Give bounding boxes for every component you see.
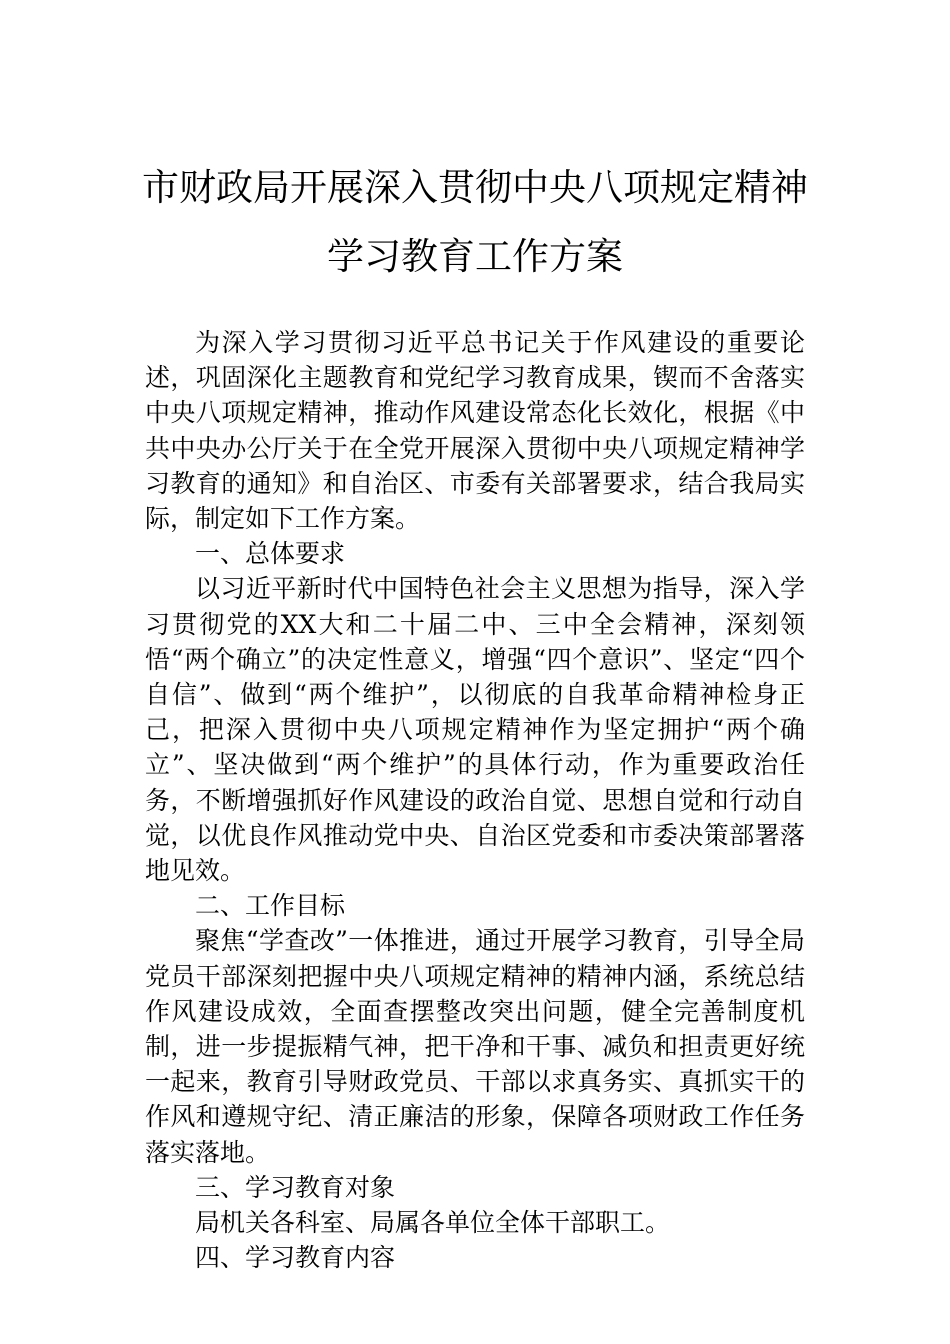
section-heading-3: 三、学习教育对象 <box>195 1172 396 1202</box>
section-heading-2: 二、工作目标 <box>195 891 346 921</box>
document-body <box>145 325 805 1275</box>
document-title-line-2: 学习教育工作方案 <box>327 235 623 278</box>
paragraph-general-requirements: 以习近平新时代中国特色社会主义思想为指导，深入学习贯彻党的XX大和二十届二中、三中全会精神，深刻领悟“两个确立”的决定性意义，增强“四个意识”、坚定“四个自信”、做到“两个维护”，以彻底的自我革命精神检身正己，把深入贯彻中央八项规定精神作为坚定拥护“两个确立”、坚决做到“两个维护”的具体行动，作为重要政治任务，不断增强抓好作风建设的政治自觉、思想自觉和行动自觉，以优良作风推动党中央、自治区党委和市委决策部署落地见效。 <box>145 574 805 886</box>
section-heading-4: 四、学习教育内容 <box>195 1243 396 1273</box>
paragraph-intro: 为深入学习贯彻习近平总书记关于作风建设的重要论述，巩固深化主题教育和党纪学习教育成果，锲而不舍落实中央八项规定精神，推动作风建设常态化长效化，根据《中共中央办公厅关于在全党开展深入贯彻中央八项规定精神学习教育的通知》和自治区、市委有关部署要求，结合我局实际，制定如下工作方案。 <box>145 328 805 534</box>
section-heading-1: 一、总体要求 <box>195 539 346 569</box>
document-title-line-1: 市财政局开展深入贯彻中央八项规定精神 <box>142 166 808 209</box>
paragraph-education-targets: 局机关各科室、局属各单位全体干部职工。 <box>195 1208 671 1238</box>
paragraph-work-goals: 聚焦“学查改”一体推进，通过开展学习教育，引导全局党员干部深刻把握中央八项规定精神的精神内涵，系统总结作风建设成效，全面查摆整改突出问题，健全完善制度机制，进一步提振精气神，把干净和干事、减负和担责更好统一起来，教育引导财政党员、干部以求真务实、真抓实干的作风和遵规守纪、清正廉洁的形象，保障各项财政工作任务落实落地。 <box>145 926 805 1167</box>
